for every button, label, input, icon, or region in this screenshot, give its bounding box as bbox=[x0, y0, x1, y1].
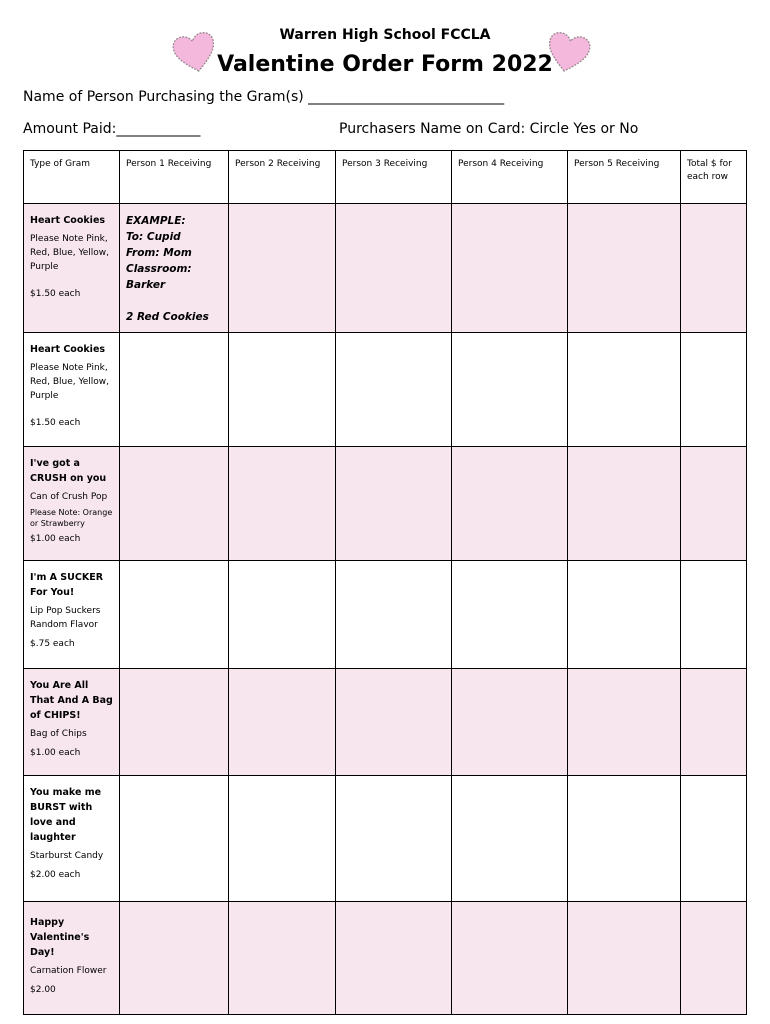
table-row bbox=[24, 447, 747, 561]
person-3-cell[interactable] bbox=[336, 204, 452, 333]
person-2-cell[interactable] bbox=[229, 204, 336, 333]
person-5-cell[interactable] bbox=[568, 333, 681, 447]
amount-paid-field[interactable]: Amount Paid:____________ bbox=[23, 121, 201, 137]
gram-price: $2.00 bbox=[30, 985, 56, 995]
person-4-cell[interactable] bbox=[452, 561, 568, 669]
gram-price: $1.50 each bbox=[30, 289, 81, 299]
column-header-type: Type of Gram bbox=[24, 151, 120, 204]
column-header-person-4: Person 4 Receiving bbox=[452, 151, 568, 204]
gram-name: I've got a CRUSH on you bbox=[30, 458, 107, 484]
gram-name: Happy Valentine's Day! bbox=[30, 917, 90, 958]
person-4-cell[interactable] bbox=[452, 776, 568, 902]
person-2-cell[interactable] bbox=[229, 776, 336, 902]
gram-type-cell bbox=[24, 776, 120, 902]
row-total-cell[interactable] bbox=[681, 333, 747, 447]
person-5-cell[interactable] bbox=[568, 669, 681, 776]
gram-type-cell bbox=[24, 669, 120, 776]
person-4-cell[interactable] bbox=[452, 204, 568, 333]
person-2-cell[interactable] bbox=[229, 669, 336, 776]
gram-description: Please Note Pink, Red, Blue, Yellow, Purple bbox=[30, 363, 110, 401]
row-total-cell[interactable] bbox=[681, 204, 747, 333]
gram-note: Please Note: Orange or Strawberry bbox=[30, 508, 113, 528]
gram-type-cell bbox=[24, 333, 120, 447]
table-row bbox=[24, 669, 747, 776]
column-header-person-2: Person 2 Receiving bbox=[229, 151, 336, 204]
person-5-cell[interactable] bbox=[568, 447, 681, 561]
example-entry bbox=[126, 213, 222, 325]
gram-type-cell bbox=[24, 902, 120, 1015]
person-5-cell[interactable] bbox=[568, 204, 681, 333]
person-5-cell[interactable] bbox=[568, 902, 681, 1015]
example-label: EXAMPLE: bbox=[126, 215, 186, 227]
table-header-row bbox=[24, 151, 747, 204]
school-name: Warren High School FCCLA bbox=[279, 27, 491, 43]
gram-price: $2.00 each bbox=[30, 870, 81, 880]
gram-price: $1.00 each bbox=[30, 748, 81, 758]
row-total-cell[interactable] bbox=[681, 776, 747, 902]
person-2-cell[interactable] bbox=[229, 902, 336, 1015]
person-1-cell[interactable] bbox=[120, 204, 229, 333]
row-total-cell[interactable] bbox=[681, 561, 747, 669]
column-header-total: Total $ for each row bbox=[681, 151, 747, 204]
person-2-cell[interactable] bbox=[229, 447, 336, 561]
table-row bbox=[24, 204, 747, 333]
person-3-cell[interactable] bbox=[336, 333, 452, 447]
gram-description: Bag of Chips bbox=[30, 729, 87, 739]
person-2-cell[interactable] bbox=[229, 333, 336, 447]
person-4-cell[interactable] bbox=[452, 447, 568, 561]
order-table bbox=[23, 150, 747, 1015]
gram-price: $.75 each bbox=[30, 639, 75, 649]
table-row bbox=[24, 561, 747, 669]
gram-name: Heart Cookies bbox=[30, 344, 106, 355]
person-1-cell[interactable] bbox=[120, 447, 229, 561]
row-total-cell[interactable] bbox=[681, 902, 747, 1015]
person-3-cell[interactable] bbox=[336, 669, 452, 776]
row-total-cell[interactable] bbox=[681, 669, 747, 776]
person-4-cell[interactable] bbox=[452, 669, 568, 776]
person-4-cell[interactable] bbox=[452, 333, 568, 447]
gram-name: I'm A SUCKER For You! bbox=[30, 572, 104, 598]
person-3-cell[interactable] bbox=[336, 447, 452, 561]
person-1-cell[interactable] bbox=[120, 776, 229, 902]
card-name-choice: Purchasers Name on Card: Circle Yes or No bbox=[339, 121, 639, 137]
column-header-person-1: Person 1 Receiving bbox=[120, 151, 229, 204]
person-3-cell[interactable] bbox=[336, 902, 452, 1015]
example-to: To: Cupid bbox=[126, 231, 181, 243]
person-5-cell[interactable] bbox=[568, 776, 681, 902]
example-from: From: Mom bbox=[126, 247, 192, 259]
person-2-cell[interactable] bbox=[229, 561, 336, 669]
person-1-cell[interactable] bbox=[120, 333, 229, 447]
gram-price: $1.50 each bbox=[30, 418, 81, 428]
gram-price: $1.00 each bbox=[30, 534, 81, 544]
gram-description: Please Note Pink, Red, Blue, Yellow, Purple bbox=[30, 234, 110, 272]
gram-description: Lip Pop Suckers Random Flavor bbox=[30, 606, 101, 630]
gram-description: Starburst Candy bbox=[30, 851, 104, 861]
table-row bbox=[24, 333, 747, 447]
gram-type-cell bbox=[24, 561, 120, 669]
example-classroom: Classroom: Barker bbox=[126, 263, 192, 291]
column-header-person-5: Person 5 Receiving bbox=[568, 151, 681, 204]
table-row bbox=[24, 776, 747, 902]
example-item: 2 Red Cookies bbox=[126, 311, 209, 323]
gram-name: You Are All That And A Bag of CHIPS! bbox=[30, 680, 113, 721]
gram-description: Carnation Flower bbox=[30, 966, 107, 976]
page-title: Valentine Order Form 2022 bbox=[217, 52, 553, 77]
column-header-person-3: Person 3 Receiving bbox=[336, 151, 452, 204]
table-row bbox=[24, 902, 747, 1015]
person-3-cell[interactable] bbox=[336, 561, 452, 669]
gram-name: Heart Cookies bbox=[30, 215, 106, 226]
purchaser-name-field[interactable]: Name of Person Purchasing the Gram(s) ____________________________ bbox=[23, 89, 505, 105]
row-total-cell[interactable] bbox=[681, 447, 747, 561]
person-5-cell[interactable] bbox=[568, 561, 681, 669]
gram-type-cell bbox=[24, 204, 120, 333]
gram-description: Can of Crush Pop bbox=[30, 492, 108, 502]
gram-type-cell bbox=[24, 447, 120, 561]
person-1-cell[interactable] bbox=[120, 669, 229, 776]
gram-name: You make me BURST with love and laughter bbox=[30, 787, 102, 843]
person-1-cell[interactable] bbox=[120, 902, 229, 1015]
person-4-cell[interactable] bbox=[452, 902, 568, 1015]
person-3-cell[interactable] bbox=[336, 776, 452, 902]
person-1-cell[interactable] bbox=[120, 561, 229, 669]
